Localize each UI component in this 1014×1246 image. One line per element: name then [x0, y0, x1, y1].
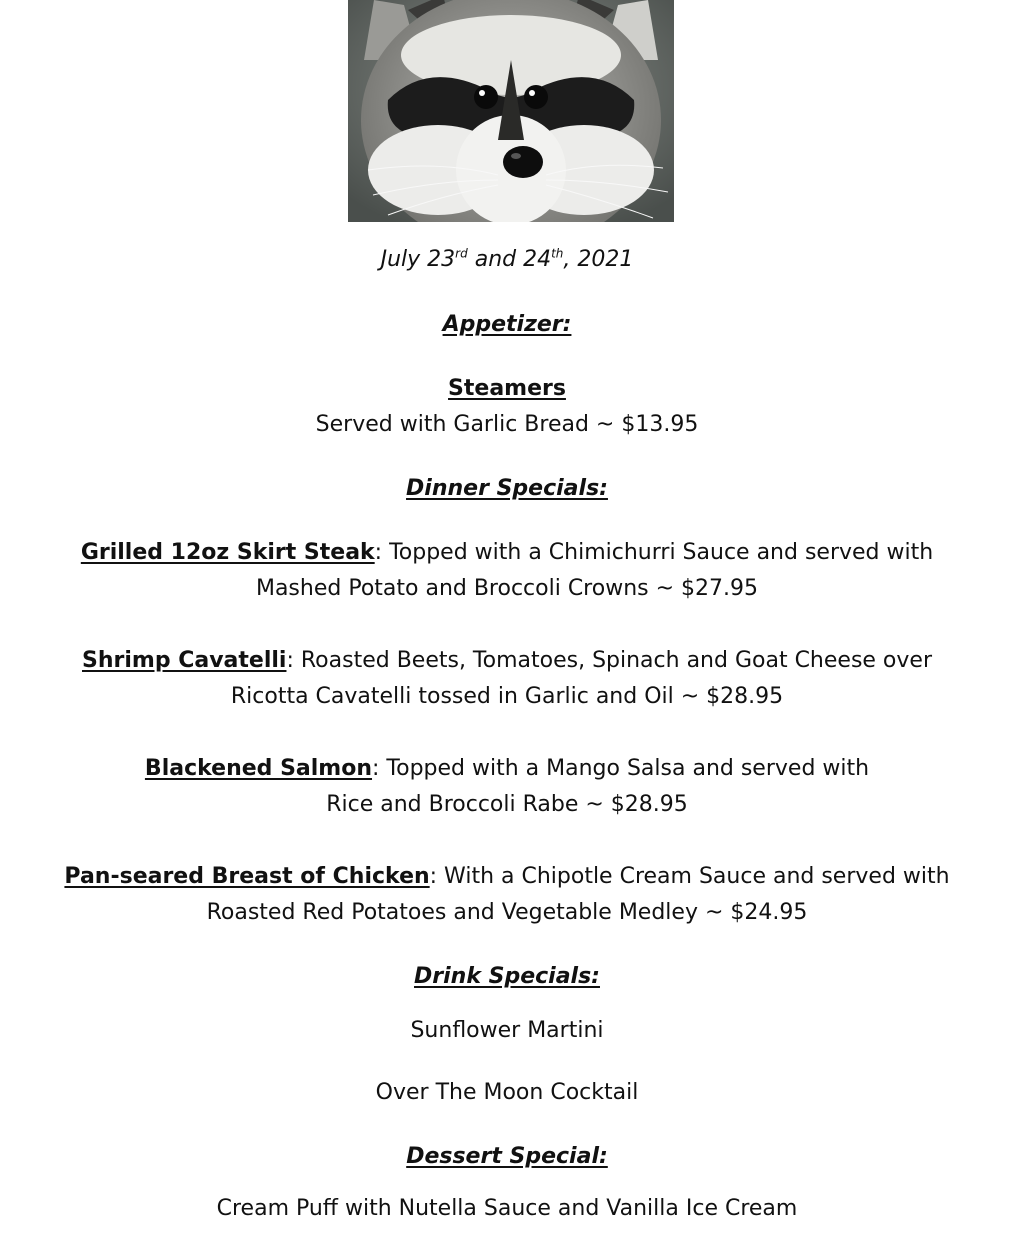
dinner-item-3-line-1: [0, 751, 1014, 787]
date-suffix-1: rd: [455, 246, 468, 261]
appetizer-description: Served with Garlic Bread ~ $13.95: [315, 412, 699, 437]
date-year: , 2021: [563, 247, 634, 272]
menu-date: [0, 242, 1014, 278]
dinner-item-2-description: : Roasted Beets, Tomatoes, Spinach and Goat Cheese over: [286, 648, 932, 673]
dinner-item-2-name: Shrimp Cavatelli: [82, 648, 287, 673]
date-day-2: and 24: [467, 247, 552, 272]
dinner-heading-line: [0, 471, 1014, 507]
dinner-item-3-name: Blackened Salmon: [144, 756, 373, 781]
dinner-item-2-line-2: Ricotta Cavatelli tossed in Garlic and Oil ~ $28.95: [230, 684, 784, 709]
date-day-1: July 23: [380, 247, 456, 272]
drinks-heading-line: [0, 959, 1014, 995]
drink-item-1: Sunflower Martini: [410, 1018, 604, 1043]
dessert-heading: Dessert Special:: [406, 1144, 608, 1169]
drinks-heading: Drink Specials:: [414, 964, 600, 989]
dessert-item: Cream Puff with Nutella Sauce and Vanilla Ice Cream: [216, 1196, 798, 1221]
dessert-heading-line: [0, 1139, 1014, 1175]
appetizer-heading-line: [0, 307, 1014, 343]
dinner-item-3-line-2: Rice and Broccoli Rabe ~ $28.95: [326, 792, 688, 817]
raccoon-photo: [348, 0, 674, 222]
dinner-item-3-description: : Topped with a Mango Salsa and served with: [372, 756, 870, 781]
dinner-item-4-description: : With a Chipotle Cream Sauce and served with: [429, 864, 950, 889]
dinner-item-4-line-1: [0, 859, 1014, 895]
dinner-item-1-description: : Topped with a Chimichurri Sauce and served with: [374, 540, 934, 565]
raccoon-illustration: [348, 0, 674, 222]
dinner-item-1-line-2: Mashed Potato and Broccoli Crowns ~ $27.95: [255, 576, 759, 601]
dinner-item-4-name: Pan-seared Breast of Chicken: [64, 864, 430, 889]
appetizer-heading: Appetizer:: [442, 312, 572, 337]
dinner-item-2-line-1: [0, 643, 1014, 679]
dinner-item-4-line-2: Roasted Red Potatoes and Vegetable Medley ~ $24.95: [206, 900, 808, 925]
date-suffix-2: th: [551, 246, 564, 261]
appetizer-name: Steamers: [448, 376, 566, 401]
dinner-item-1-name: Grilled 12oz Skirt Steak: [80, 540, 375, 565]
dinner-item-1-line-1: [0, 535, 1014, 571]
appetizer-name-line: [0, 371, 1014, 407]
drink-item-2: Over The Moon Cocktail: [375, 1080, 639, 1105]
dinner-heading: Dinner Specials:: [406, 476, 608, 501]
